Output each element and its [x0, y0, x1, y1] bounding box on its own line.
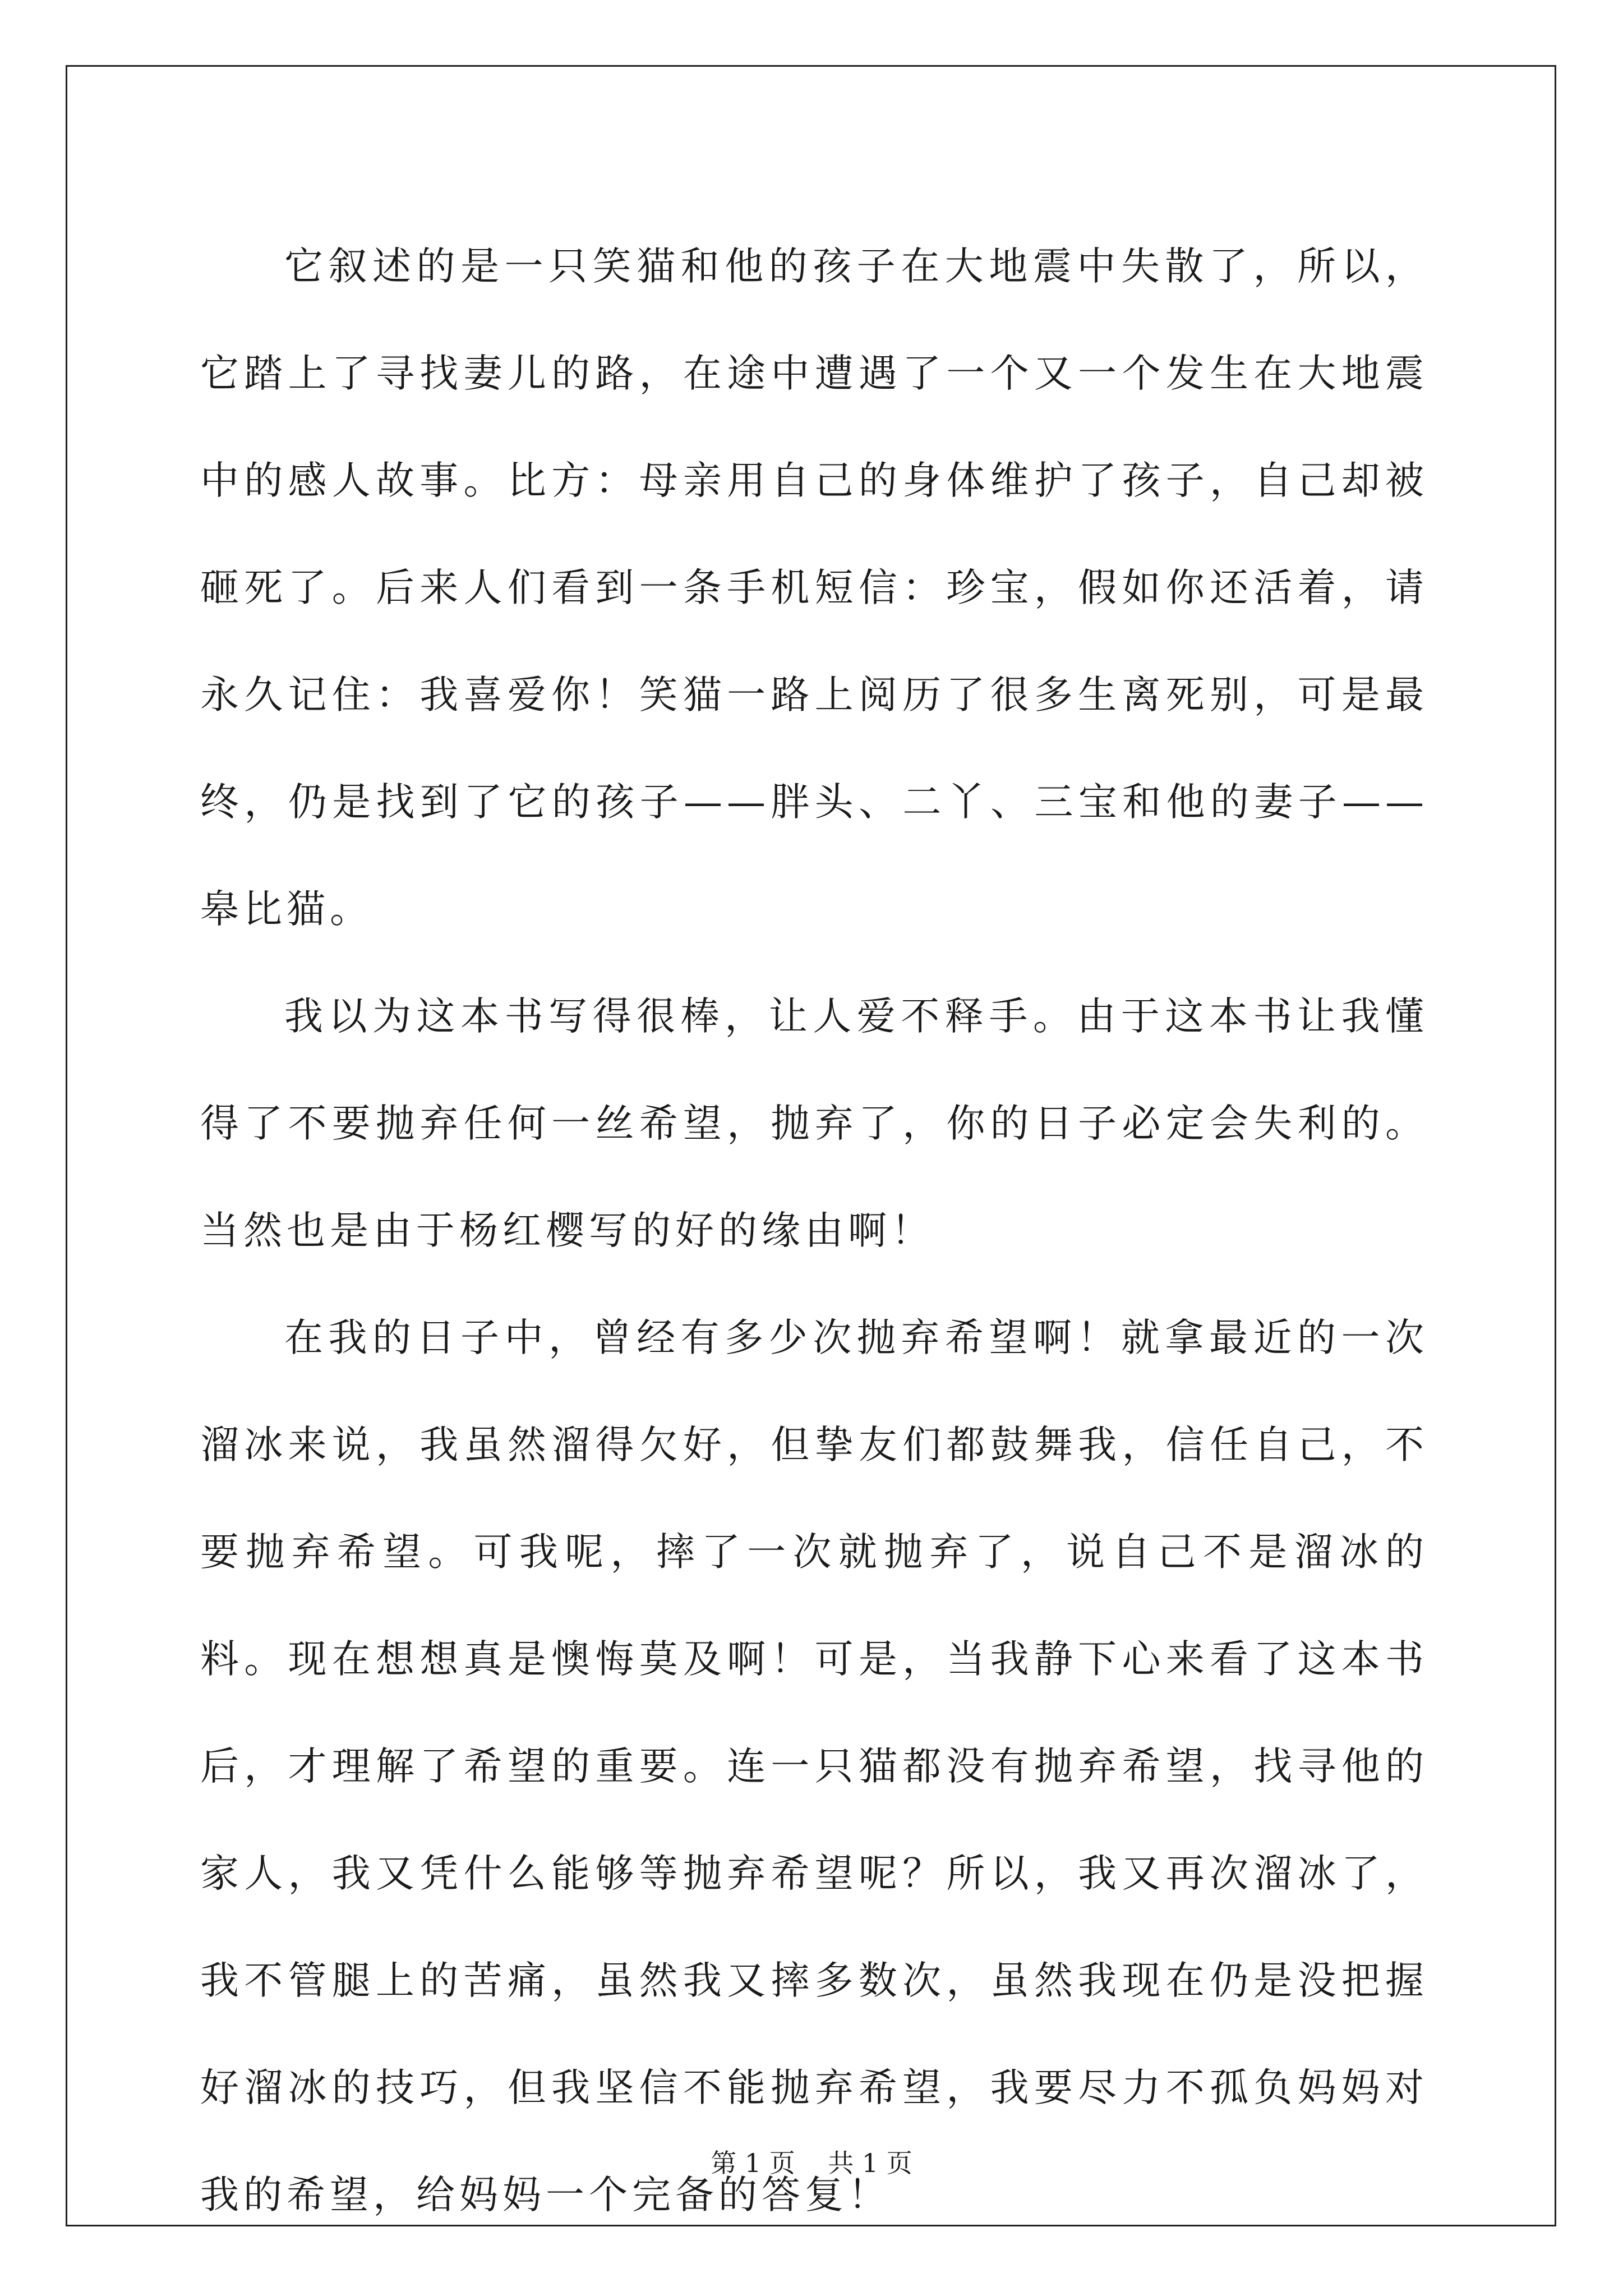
page-footer: 第 1 页 共 1 页 [711, 2148, 912, 2178]
paragraph-2: 我以为这本书写得很棒，让人爱不释手。由于这本书让我懂得了不要抛弃任何一丝希望，抛弃了，你的日子必定会失利的。当然也是由于杨红樱写的好的缘由啊！ [200, 994, 1428, 1253]
document-body [200, 213, 1428, 2249]
paragraph-3: 在我的日子中，曾经有多少次抛弃希望啊！就拿最近的一次溜冰来说，我虽然溜得欠好，但挚友们都鼓舞我，信任自己，不要抛弃希望。可我呢，摔了一次就抛弃了，说自己不是溜冰的料。现在想想真是懊悔莫及啊！可是，当我静下心来看了这本书后，才理解了希望的重要。连一只猫都没有抛弃希望，找寻他的家人，我又凭什么能够等抛弃希望呢？所以，我又再次溜冰了，我不管腿上的苦痛，虽然我又摔多数次，虽然我现在仍是没把握好溜冰的技巧，但我坚信不能抛弃希望，我要尽力不孤负妈妈对我的希望，给妈妈一个完备的答复！ [200, 1315, 1428, 2217]
paragraph-1: 它叙述的是一只笑猫和他的孩子在大地震中失散了，所以，它踏上了寻找妻儿的路，在途中遭遇了一个又一个发生在大地震中的感人故事。比方：母亲用自己的身体维护了孩子，自己却被砸死了。后来人们看到一条手机短信：珍宝，假如你还活着，请永久记住：我喜爱你！笑猫一路上阅历了很多生离死别，可是最终，仍是找到了它的孩子——胖头、二丫、三宝和他的妻子——皋比猫。 [200, 244, 1428, 932]
